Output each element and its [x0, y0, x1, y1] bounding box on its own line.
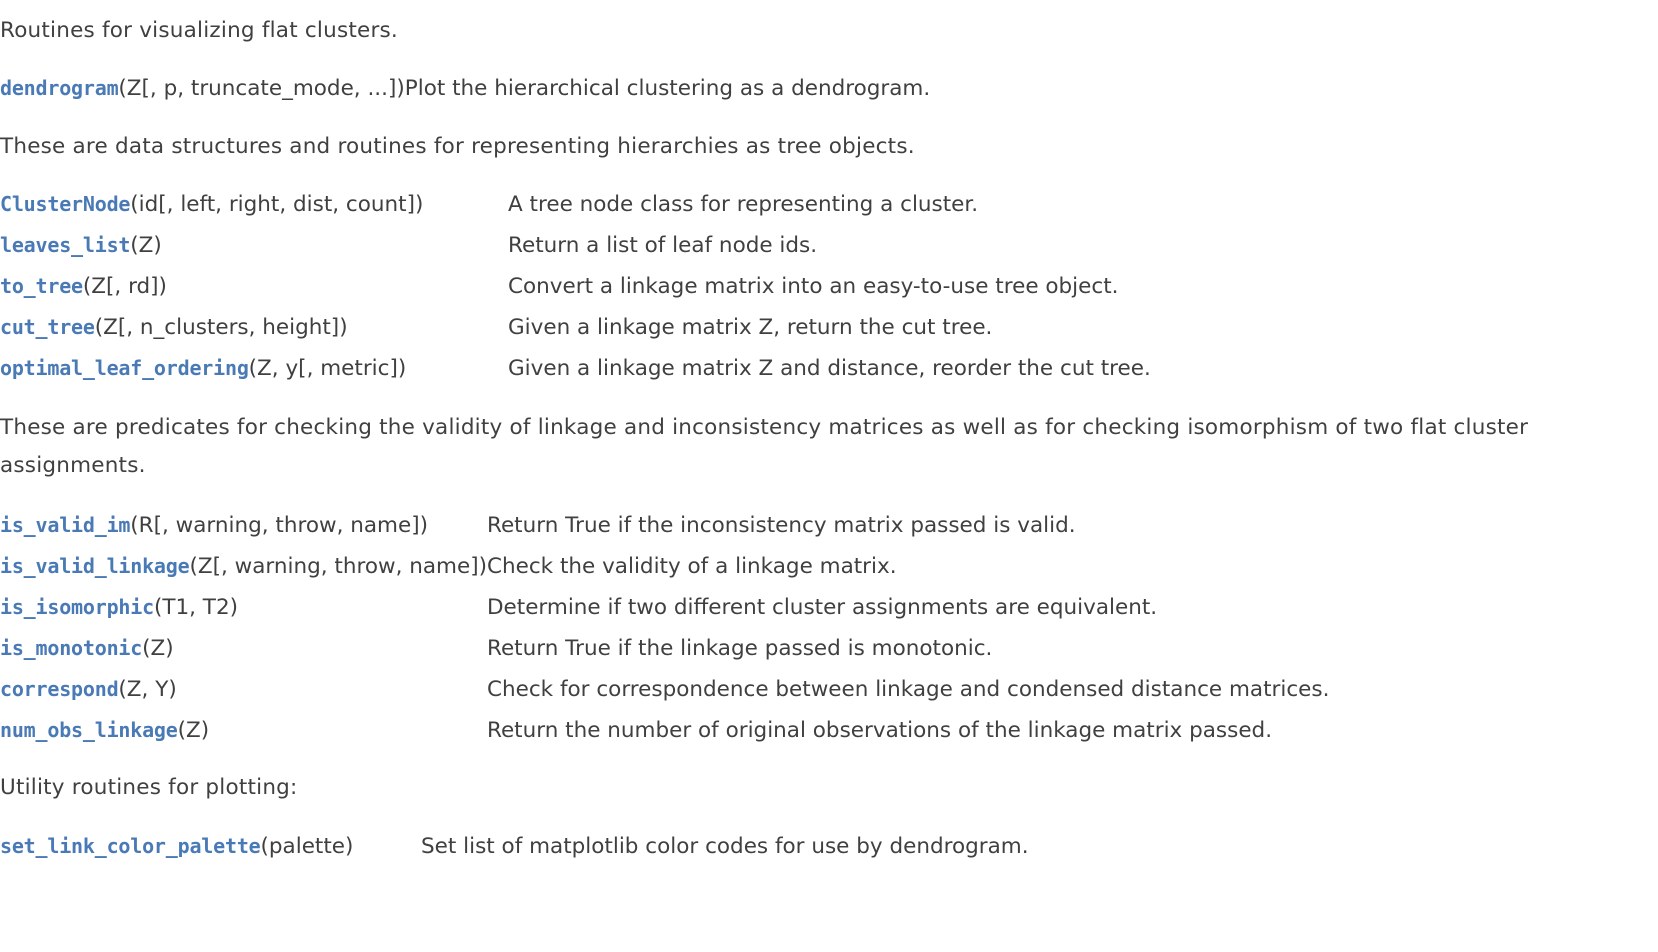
link-leaves-list[interactable]: leaves_list: [0, 233, 131, 257]
function-signature-cell: [0, 710, 487, 751]
function-args: (Z[, rd]): [82, 274, 167, 299]
function-description-cell: A tree node class for representing a cluster.: [508, 192, 979, 217]
section-intro-utility-plotting: Utility routines for plotting:: [0, 775, 298, 800]
function-signature-cell: [0, 225, 508, 266]
function-signature-cell: [0, 628, 487, 669]
function-args: (palette): [260, 834, 354, 859]
function-description-cell: Convert a linkage matrix into an easy-to-use tree object.: [508, 274, 1119, 299]
function-signature-cell: [0, 68, 405, 109]
table-row: [0, 266, 1508, 307]
function-args: (Z): [130, 233, 162, 258]
function-signature-cell: [0, 505, 487, 546]
function-description-cell: Given a linkage matrix Z, return the cut tree.: [508, 315, 993, 340]
function-args: (Z, Y): [118, 677, 177, 702]
link-cut-tree[interactable]: cut_tree: [0, 315, 95, 339]
section-intro-visualizing: Routines for visualizing flat clusters.: [0, 18, 398, 43]
link-is-valid-linkage[interactable]: is_valid_linkage: [0, 554, 190, 578]
function-args: (Z[, n_clusters, height]): [94, 315, 348, 340]
table-row: [0, 546, 1487, 587]
link-is-isomorphic[interactable]: is_isomorphic: [0, 595, 154, 619]
function-args: (Z[, p, truncate_mode, ...]): [118, 76, 405, 101]
table-row: [0, 348, 1508, 389]
function-description-cell: Check the validity of a linkage matrix.: [486, 554, 897, 579]
function-args: (R[, warning, throw, name]): [130, 513, 428, 538]
function-args: (Z): [142, 636, 174, 661]
autosummary-table-predicates: [0, 505, 1487, 751]
function-signature-cell: [0, 266, 508, 307]
autosummary-table-utility-plotting: [0, 826, 1421, 867]
autosummary-table-tree-objects: [0, 184, 1508, 389]
table-row: [0, 68, 1405, 109]
link-is-monotonic[interactable]: is_monotonic: [0, 636, 143, 660]
function-signature-cell: [0, 587, 487, 628]
table-row: [0, 628, 1487, 669]
link-correspond[interactable]: correspond: [0, 677, 119, 701]
link-to-tree[interactable]: to_tree: [0, 274, 83, 298]
link-clusternode[interactable]: ClusterNode: [0, 192, 131, 216]
function-description-cell: Return a list of leaf node ids.: [508, 233, 818, 258]
function-description-cell: Return True if the linkage passed is monotonic.: [486, 636, 993, 661]
autosummary-table-visualizing: [0, 68, 1405, 109]
function-args: (Z, y[, metric]): [248, 356, 407, 381]
table-row: [0, 307, 1508, 348]
table-row: [0, 225, 1508, 266]
link-num-obs-linkage[interactable]: num_obs_linkage: [0, 718, 178, 742]
function-description-cell: Return the number of original observations of the linkage matrix passed.: [486, 718, 1273, 743]
section-intro-tree-objects: These are data structures and routines for representing hierarchies as tree objects.: [0, 134, 915, 159]
function-args: (id[, left, right, dist, count]): [130, 192, 424, 217]
table-row: [0, 505, 1487, 546]
function-args: (T1, T2): [153, 595, 239, 620]
table-row: [0, 587, 1487, 628]
table-row: [0, 184, 1508, 225]
function-description-cell: Return True if the inconsistency matrix passed is valid.: [486, 513, 1076, 538]
function-signature-cell: [0, 826, 421, 867]
link-is-valid-im[interactable]: is_valid_im: [0, 513, 131, 537]
table-row: [0, 669, 1487, 710]
link-set-link-color-palette[interactable]: set_link_color_palette: [0, 834, 261, 858]
function-signature-cell: [0, 546, 487, 587]
link-optimal-leaf-ordering[interactable]: optimal_leaf_ordering: [0, 356, 249, 380]
link-dendrogram[interactable]: dendrogram: [0, 76, 119, 100]
function-description-cell: Set list of matplotlib color codes for use by dendrogram.: [421, 834, 1029, 859]
function-description-cell: Plot the hierarchical clustering as a dendrogram.: [404, 76, 931, 101]
function-signature-cell: [0, 184, 508, 225]
section-intro-predicates: These are predicates for checking the validity of linkage and inconsistency matrices as well as for checking isomorphism of two flat cluster assignments.: [0, 415, 1529, 478]
function-args: (Z[, warning, throw, name]): [189, 554, 487, 579]
table-row: [0, 710, 1487, 751]
function-description-cell: Check for correspondence between linkage and condensed distance matrices.: [486, 677, 1330, 702]
function-args: (Z): [177, 718, 210, 743]
function-signature-cell: [0, 348, 508, 389]
table-row: [0, 826, 1421, 867]
function-signature-cell: [0, 669, 487, 710]
function-description-cell: Given a linkage matrix Z and distance, reorder the cut tree.: [508, 356, 1151, 381]
function-signature-cell: [0, 307, 508, 348]
function-description-cell: Determine if two different cluster assignments are equivalent.: [486, 595, 1158, 620]
